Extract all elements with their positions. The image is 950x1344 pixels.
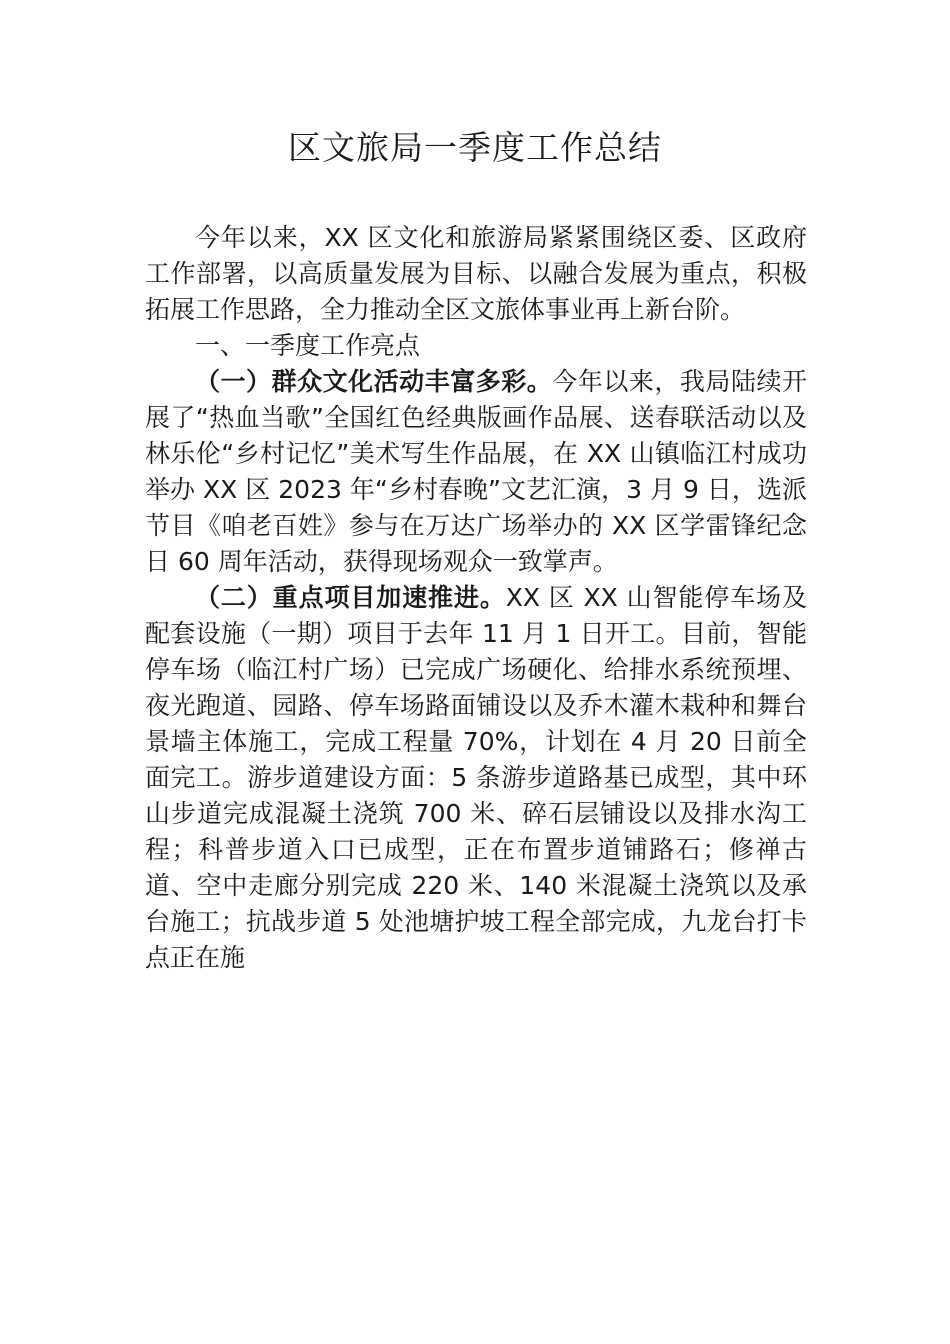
item-text-1: 今年以来，我局陆续开展了“热血当歌”全国红色经典版画作品展、送春联活动以及林乐伦“乡村记忆”美术写生作品展，在 XX 山镇临江村成功举办 XX 区 2023 年“乡村春晚”文艺汇演，3 月 9 日，选派节目《咱老百姓》参与在万达广场举办的 XX 区学雷锋纪念日 60 周年活动，获得现场观众一致掌声。	[145, 367, 807, 576]
section-heading: 一、一季度工作亮点	[195, 331, 421, 360]
item-lead-2: （二）重点项目加速推进。	[195, 583, 506, 612]
document-body	[145, 220, 807, 976]
item-paragraph-1	[145, 364, 807, 580]
item-lead-1: （一）群众文化活动丰富多彩。	[195, 367, 553, 396]
intro-paragraph: 今年以来，XX 区文化和旅游局紧紧围绕区委、区政府工作部署，以高质量发展为目标、以融合发展为重点，积极拓展工作思路，全力推动全区文旅体事业再上新台阶。	[145, 223, 807, 324]
item-paragraph-2	[145, 580, 807, 976]
item-text-2: XX 区 XX 山智能停车场及配套设施（一期）项目于去年 11 月 1 日开工。目前，智能停车场（临江村广场）已完成广场硬化、给排水系统预埋、夜光跑道、园路、停车场路面铺设以及乔木灌木栽种和舞台景墙主体施工，完成工程量 70%，计划在 4 月 20 日前全面完工。游步道建设方面：5 条游步道路基已成型，其中环山步道完成混凝土浇筑 700 米、碎石层铺设以及排水沟工程；科普步道入口已成型，正在布置步道铺路石；修禅古道、空中走廊分别完成 220 米、140 米混凝土浇筑以及承台施工；抗战步道 5 处池塘护坡工程全部完成，九龙台打卡点正在施	[145, 583, 807, 972]
document-title: 区文旅局一季度工作总结	[288, 128, 662, 167]
